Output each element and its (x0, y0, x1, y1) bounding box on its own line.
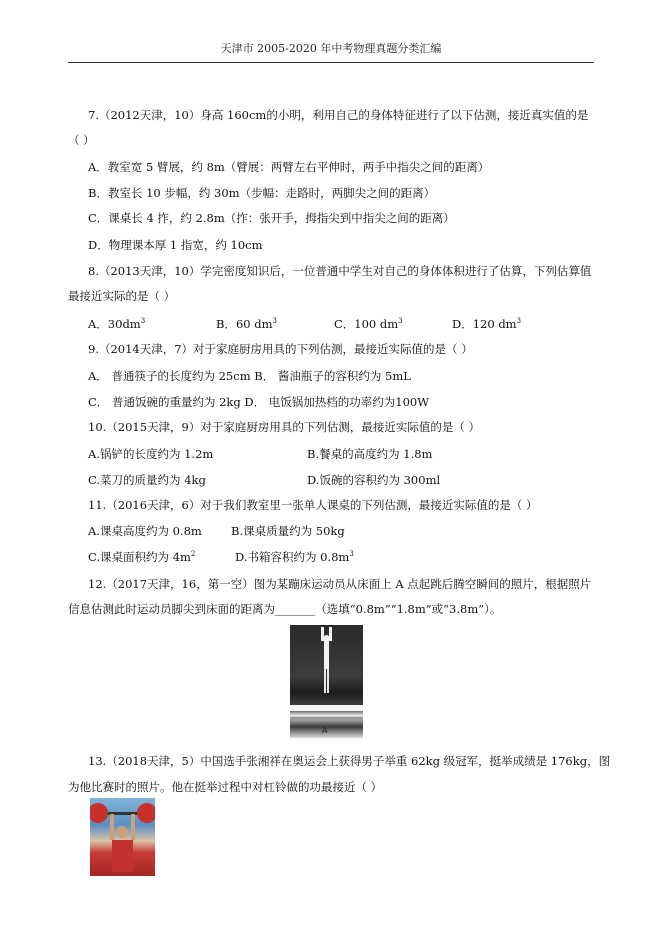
q8-stem-cont: 最接近实际的是（ ） (68, 289, 176, 303)
q10-option-c: C.菜刀的质量约为 4kg (88, 473, 206, 487)
q7-stem-cont: （ ） (68, 133, 95, 147)
q9-options-cd: C． 普通饭碗的重量约为 2kg D． 电饭锅加热档的功率约为100W (88, 395, 430, 409)
athlete-right-arm (329, 627, 332, 641)
q7-option-c: C．课桌长 4 拃，约 2.8m（拃：张开手，拇指尖到中指尖之间的距离） (88, 211, 455, 225)
right-plate (137, 803, 155, 823)
left-plate (90, 803, 108, 823)
lifter-right-arm (131, 814, 135, 840)
q11-stem: 11.（2016天津，6）对于我们教室里一张单人课桌的下列估测，最接近实际值的是（ ） (88, 498, 538, 512)
trampoline-photo (290, 625, 363, 738)
trampoline-frame (290, 717, 363, 720)
lifter-torso (112, 840, 133, 872)
q11-option-d: D.书箱容积约为 $0.8m^3$ (235, 550, 354, 564)
trampoline-bed (290, 705, 363, 711)
q10-option-a: A.锅铲的长度约为 1.2m (88, 447, 214, 461)
q13-stem-cont: 为他比赛时的照片。他在挺举过程中对杠铃做的功最接近（ ） (68, 780, 383, 794)
q12-stem: 12.（2017天津，16，第一空）图为某蹦床运动员从床面上 A 点起跳后腾空瞬间的照片，根据照片 (88, 577, 592, 591)
athlete-right-leg (327, 669, 329, 693)
weightlifting-photo (90, 798, 155, 876)
q7-option-b: B．教室长 10 步幅，约 30m（步幅：走路时，两脚尖之间的距离） (88, 186, 436, 200)
lifter-left-arm (110, 814, 114, 840)
q13-stem: 13.（2018天津，5）中国选手张湘祥在奥运会上获得男子举重 62kg 级冠军，挺举成绩是 176kg，图 (88, 754, 611, 768)
q8-stem: 8.（2013天津，10）学完密度知识后，一位普通中学生对自己的身体体积进行了估算，下列估算值 (88, 264, 592, 278)
q11-option-a: A.课桌高度约为 0.8m (88, 524, 202, 538)
q8-option-a: A．$30dm^3$ (88, 317, 146, 331)
q10-option-d: D.饭碗的容积约为 300ml (307, 473, 441, 487)
q12-stem-cont: 信息估测此时运动员脚尖到床面的距离为_______（选填“0.8m”“1.8m”或“3.8m”）。 (68, 602, 502, 616)
weightlifter-figure (90, 798, 155, 876)
q9-stem: 9.（2014天津，7）对于家庭厨房用具的下列估测，最接近实际值的是（ ） (88, 342, 473, 356)
page-header: 天津市 2005-2020 年中考物理真题分类汇编 (68, 40, 594, 63)
point-a-label: A (322, 726, 328, 735)
q7-option-a: A．教室宽 5 臂展，约 8m（臂展：两臂左右平伸时，两手中指尖之间的距离） (88, 160, 490, 174)
athlete-head (324, 635, 330, 641)
trampoline-figure (290, 625, 363, 738)
q10-stem: 10.（2015天津，9）对于家庭厨房用具的下列估测，最接近实际值的是（ ） (88, 420, 481, 434)
q7-option-d: D．物理课本厚 1 指宽，约 10cm (88, 238, 263, 252)
q7-stem: 7.（2012天津，10）身高 160cm的小明，利用自己的身体特征进行了以下估测，接近真实值的是 (88, 108, 589, 122)
q8-option-d: D．120 $dm^3$ (452, 317, 522, 331)
q11-option-b: B.课桌质量约为 50kg (231, 524, 345, 538)
q10-option-b: B.餐桌的高度约为 1.8m (307, 447, 433, 461)
lifter-head (116, 826, 128, 838)
athlete-left-leg (324, 669, 326, 693)
q8-option-b: B．60 $dm^3$ (216, 317, 277, 331)
athlete-left-arm (321, 627, 324, 641)
q8-option-c: C．100 $dm^3$ (334, 317, 403, 331)
athlete-body (324, 639, 329, 669)
q9-options-ab: A． 普通筷子的长度约为 25cm B． 酱油瓶子的容积约为 5mL (88, 369, 411, 383)
q11-option-c: C.课桌面积约为 $4m^2$ (88, 550, 196, 564)
